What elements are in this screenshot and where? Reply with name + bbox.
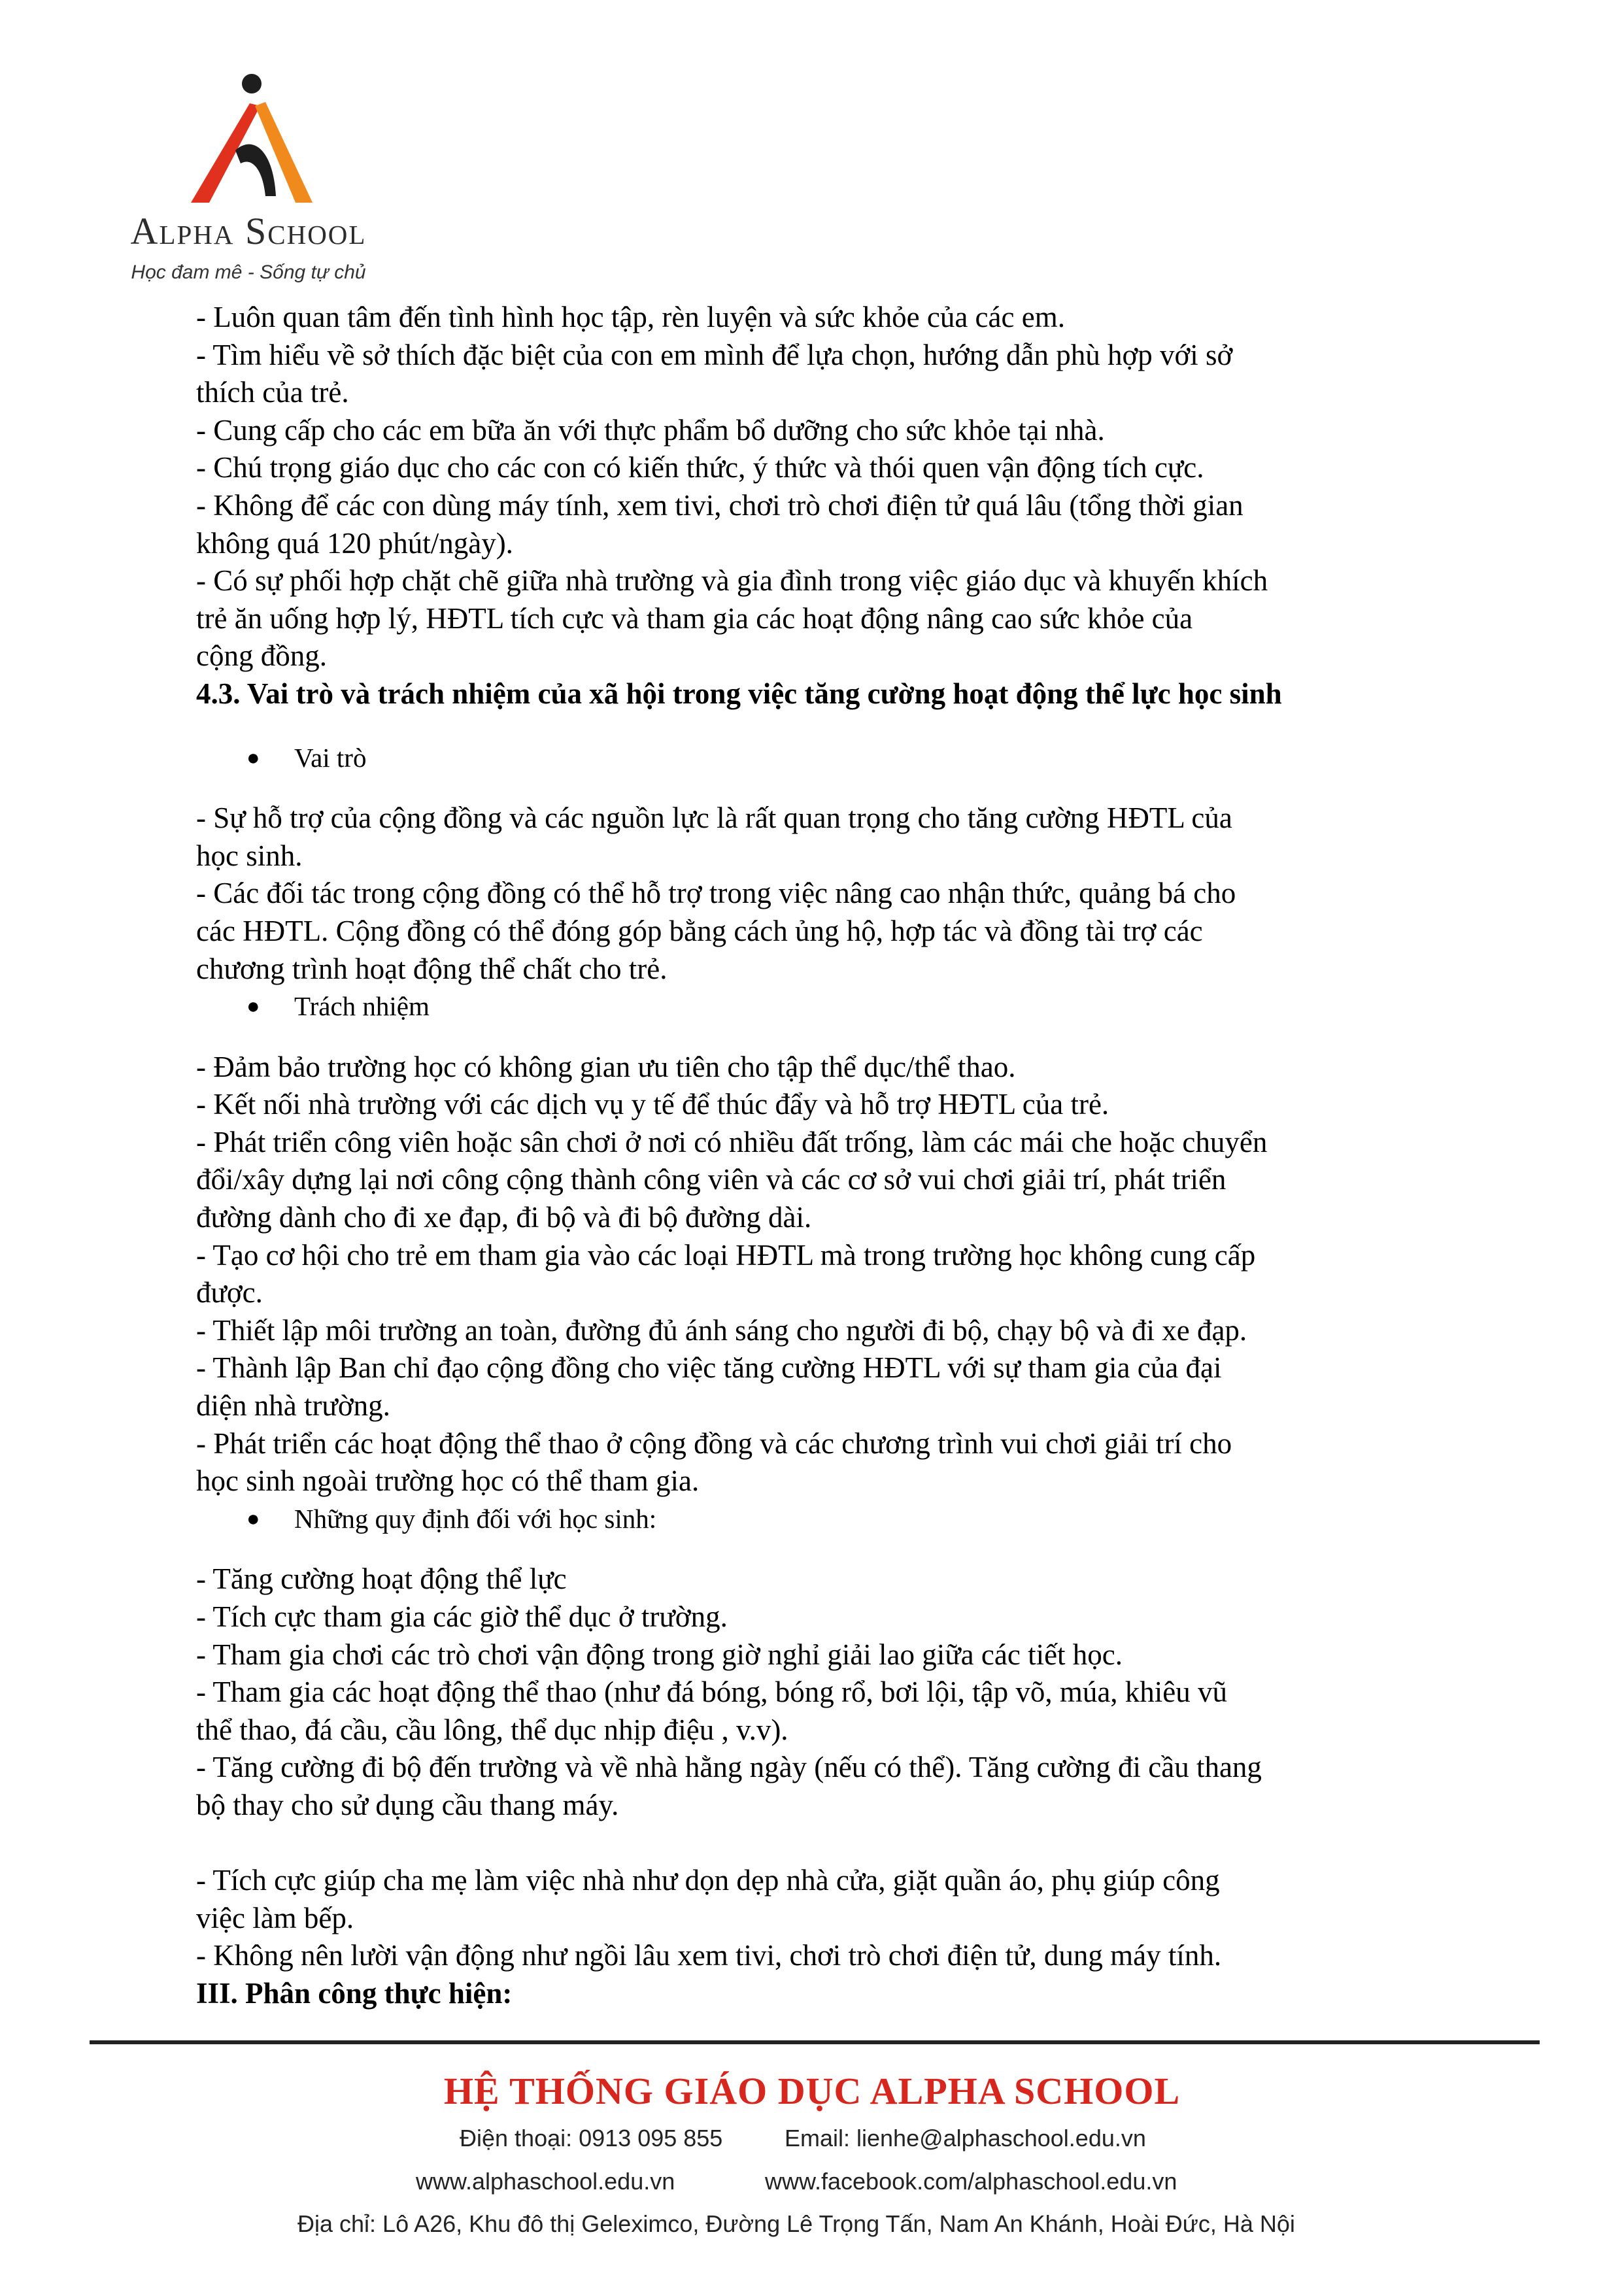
text-line: - Không nên lười vận động như ngồi lâu xem tivi, chơi trò chơi điện tử, dung máy tính. (196, 1939, 1222, 1972)
text-line: - Phát triển các hoạt động thể thao ở cộng đồng và các chương trình vui chơi giải trí cho (196, 1426, 1232, 1460)
footer-website: www.alphaschool.edu.vn (416, 2168, 675, 2195)
text-line: - Thiết lập môi trường an toàn, đường đủ ánh sáng cho người đi bộ, chạy bộ và đi xe đạp. (196, 1313, 1247, 1347)
text-line: cộng đồng. (196, 639, 327, 673)
parent-duties-list (196, 299, 1425, 675)
text-line: - Tham gia các hoạt động thể thao (như đá bóng, bóng rổ, bơi lội, tập võ, múa, khiêu vũ (196, 1676, 1228, 1709)
text-line: việc làm bếp. (196, 1901, 354, 1934)
part-heading: III. Phân công thực hiện: (196, 1976, 513, 2010)
footer-phone: Điện thoại: 0913 095 855 (460, 2125, 723, 2151)
text-line: - Tích cực tham gia các giờ thể dục ở trường. (196, 1600, 728, 1633)
responsibility-paragraphs (196, 1049, 1425, 1500)
logo-slogan: Học đam mê - Sống tự chủ (131, 261, 366, 283)
logo-wordmark: Alpha School (130, 210, 367, 252)
bullet-item-responsibility (196, 988, 1425, 1026)
text-line: đường dành cho đi xe đạp, đi bộ và đi bộ đường dài. (196, 1201, 812, 1234)
text-line: - Chú trọng giáo dục cho các con có kiến thức, ý thức và thói quen vận động tích cực. (196, 451, 1204, 484)
text-line: bộ thay cho sử dụng cầu thang máy. (196, 1788, 619, 1821)
text-line: học sinh ngoài trường học có thể tham gia. (196, 1464, 700, 1498)
section-heading: 4.3. Vai trò và trách nhiệm của xã hội trong việc tăng cường hoạt động thể lực học sinh (196, 677, 1282, 710)
text-line: thể thao, đá cầu, cầu lông, thể dục nhịp điệu , v.v). (196, 1713, 788, 1746)
text-line: - Tích cực giúp cha mẹ làm việc nhà như dọn dẹp nhà cửa, giặt quần áo, phụ giúp công (196, 1864, 1220, 1897)
bullet-label: Những quy định đối với học sinh: (294, 1503, 657, 1534)
bullet-item-student-rules (196, 1500, 1425, 1538)
footer-facebook: www.facebook.com/alphaschool.edu.vn (765, 2168, 1177, 2195)
text-line: diện nhà trường. (196, 1389, 390, 1423)
text-line: - Tham gia chơi các trò chơi vận động trong giờ nghỉ giải lao giữa các tiết học. (196, 1638, 1123, 1671)
text-line: đổi/xây dựng lại nơi công cộng thành công viên và các cơ sở vui chơi giải trí, phát triển (196, 1163, 1226, 1196)
text-line: - Phát triển công viên hoặc sân chơi ở nơi có nhiều đất trống, làm các mái che hoặc chuyển (196, 1125, 1268, 1158)
text-line: - Đảm bảo trường học có không gian ưu tiên cho tập thể dục/thể thao. (196, 1050, 1016, 1083)
footer-divider (90, 2040, 1540, 2044)
alpha-logo-icon (190, 72, 314, 206)
footer-email: Email: lienhe@alphaschool.edu.vn (785, 2125, 1146, 2151)
bullet-icon: ● (246, 745, 260, 770)
footer-title: HỆ THỐNG GIÁO DỤC ALPHA SCHOOL (443, 2070, 1181, 2112)
school-logo (92, 72, 405, 288)
text-line: - Cung cấp cho các em bữa ăn với thực phẩm bổ dưỡng cho sức khỏe tại nhà. (196, 413, 1105, 447)
text-line: thích của trẻ. (196, 376, 349, 409)
text-line: - Tạo cơ hội cho trẻ em tham gia vào các loại HĐTL mà trong trường học không cung cấp (196, 1238, 1256, 1272)
student-rules-paragraphs (196, 1560, 1425, 1975)
text-line: các HĐTL. Cộng đồng có thể đóng góp bằng cách ủng hộ, hợp tác và đồng tài trợ các (196, 914, 1203, 947)
text-line: - Luôn quan tâm đến tình hình học tập, rèn luyện và sức khỏe của các em. (196, 301, 1065, 333)
text-line: - Không để các con dùng máy tính, xem tivi, chơi trò chơi điện tử quá lâu (tổng thời gian (196, 488, 1243, 522)
bullet-item-role (196, 739, 1425, 777)
text-line: học sinh. (196, 839, 303, 872)
document-body (196, 299, 1425, 2013)
text-line: - Kết nối nhà trường với các dịch vụ y tế để thúc đẩy và hỗ trợ HĐTL của trẻ. (196, 1088, 1109, 1121)
text-line: - Sự hỗ trợ của cộng đồng và các nguồn lực là rất quan trọng cho tăng cường HĐTL của (196, 801, 1232, 835)
text-line: trẻ ăn uống hợp lý, HĐTL tích cực và tham gia các hoạt động nâng cao sức khỏe của (196, 601, 1193, 635)
bullet-label: Vai trò (294, 742, 367, 773)
text-line: - Có sự phối hợp chặt chẽ giữa nhà trường và gia đình trong việc giáo dục và khuyến khích (196, 564, 1268, 598)
bullet-icon: ● (246, 1506, 260, 1531)
text-line: - Thành lập Ban chỉ đạo cộng đồng cho việc tăng cường HĐTL với sự tham gia của đại (196, 1351, 1222, 1385)
text-line: - Tăng cường đi bộ đến trường và về nhà hằng ngày (nếu có thể). Tăng cường đi cầu thang (196, 1751, 1262, 1784)
bullet-icon: ● (246, 994, 260, 1019)
text-line: được. (196, 1276, 263, 1309)
text-line: - Tăng cường hoạt động thể lực (196, 1562, 567, 1596)
bullet-label: Trách nhiệm (294, 991, 430, 1022)
text-line: không quá 120 phút/ngày). (196, 526, 513, 560)
text-line: chương trình hoạt động thể chất cho trẻ. (196, 952, 668, 985)
role-paragraphs (196, 800, 1425, 988)
text-line: - Các đối tác trong cộng đồng có thể hỗ trợ trong việc nâng cao nhận thức, quảng bá cho (196, 877, 1236, 910)
footer-address: Địa chỉ: Lô A26, Khu đô thị Geleximco, Đường Lê Trọng Tấn, Nam An Khánh, Hoài Đức, Hà Nội (297, 2210, 1295, 2237)
text-line: - Tìm hiểu về sở thích đặc biệt của con em mình để lựa chọn, hướng dẫn phù hợp với sở (196, 338, 1233, 371)
